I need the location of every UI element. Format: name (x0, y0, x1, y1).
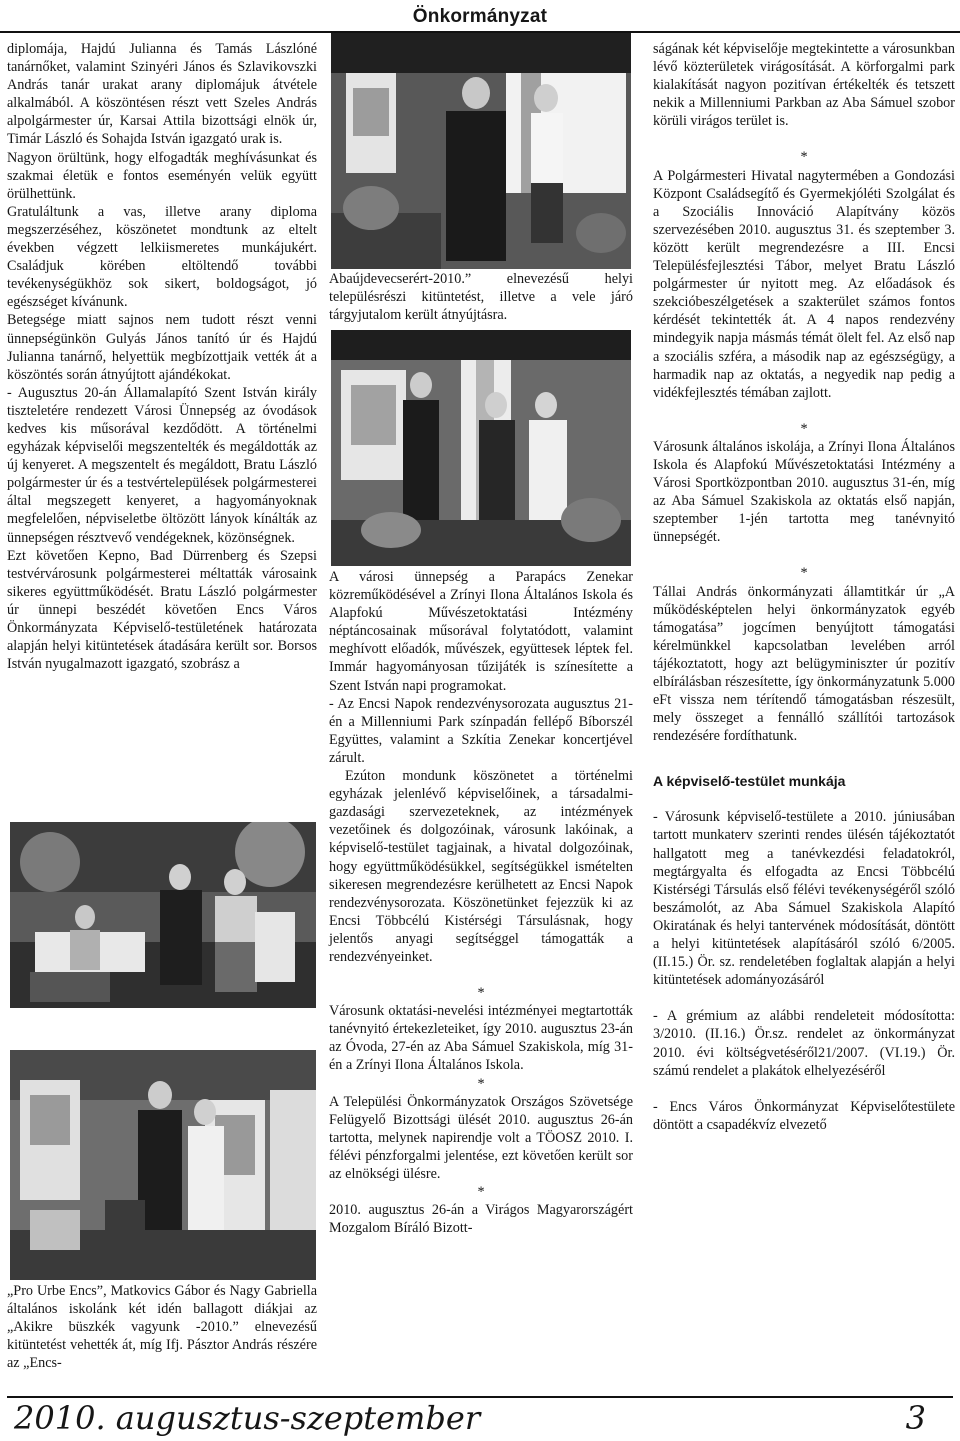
paragraph: Tállai András önkormányzati államtitkár úr „A működésképtelen helyi önkormányzatok egyéb támogatása” jogcímen benyújtott támogatási kérelmünkkel kapcsolatban levelében arról tájékoztatott, hogy azt belügyminiszter úr pozitív elbírálásban részesítette, így önkormányzatunk 5.000 eFt vissza nem térítendő támogatásban részesült, mely összeget a fennálló szállítói tartozások rendezésére fordíthatunk. (653, 583, 955, 745)
issue-date: 2010. augusztus-szeptember (14, 1399, 481, 1437)
paragraph: - A grémium az alábbi rendeleteit módosította: 3/2010. (II.16.) Ör.sz. rendelet az önkormányzat 2010. évi költségvetéséről21/2007. (VI.19.) Ör. számú rendelet a plakátok elhelyezéséről (653, 1008, 955, 1079)
separator-star: * (800, 149, 808, 166)
separator-star: * (477, 1184, 485, 1201)
paragraph: A városi ünnepség a Parapács Zenekar közreműködésével a Zrínyi Ilona Általános Iskola és Alapfokú Művészetoktatási Intézmény néptáncosainak műsorával folytatódott, valamint meghívott előadók, művészek, együttesek léptek fel. Immár hagyományosan tűzijáték is színesítette a Szent István napi programokat. (329, 569, 633, 694)
page-header (0, 0, 960, 35)
separator-star: * (477, 985, 485, 1002)
paragraph: A Települési Önkormányzatok Országos Szövetsége Felügyelő Bizottsági ülését 2010. augusztus 26-án tartotta, melynek napirendje volt a TÖOSZ 2010. I. félévi pénzforgalmi jelentése, ezt követően került sor az elnökségi ülésre. (329, 1093, 633, 1182)
photo-award-stage (10, 1050, 316, 1280)
section-heading: A képviselő-testület munkája (653, 773, 846, 790)
paragraph: „Pro Urbe Encs”, Matkovics Gábor és Nagy Gabriella általános iskolánk két idén ballagott diákjai az „Akikre büszkék vagyunk -2010.” elnevezésű kitüntetést vehették át, míg Ifj. Pásztor András részére az „Encs- (7, 1283, 317, 1372)
paragraph: Ezúton mondunk köszönetet a történelmi egyházak jelenlévő képviselőinek, a társadalmi-gazdasági szervezeteknek, az intézmények vezetőinek és dolgozóinak, városunk lakóinak, a képviselő-testület tagjainak, a hivatal dolgozóinak, hogy együttműködésükkel, segítségükkel ismételten sikeresen megrendezésre kerülhetett az Encsi Napok rendezvénysorozata. Köszönetünket fejezzük ki az Encsi Többcélú Kistérségi Társulásnak, hogy jelentős anyagi segítséggel támogatták a rendezvényeinket. (329, 768, 633, 965)
paragraph: Ezt követően Kepno, Bad Dürrenberg és Szepsi testvérvárosunk polgármesterei méltatták városaink sikeres együttműködését. Bratu László polgármester úr ünnepi beszédét követően Encs Város Önkormányzata Képviselő-testületének határozata alapján helyi kitüntetések átadására került sor. Borsos István nyugalmazott igazgató, szobrász a (7, 547, 317, 673)
page-number: 3 (905, 1399, 926, 1437)
column-1-bottom (7, 1282, 317, 1372)
photo-award-handover (331, 33, 631, 269)
paragraph: Abaújdevecserért-2010.” elnevezésű helyi településrészi kitüntetést, illetve a vele járó tárgyjutalom került átnyújtásra. (329, 271, 633, 324)
separator-star: * (800, 420, 808, 437)
column-1 (7, 40, 317, 673)
paragraph: - Encs Város Önkormányzat Képviselőtestülete döntött a csapadékvíz elvezető (653, 1098, 955, 1133)
paragraph: - Az Encsi Napok rendezvénysorozata augusztus 21-én a Millenniumi Park színpadán fellépő Bíborszél Együttes, valamint a Szkítia Zenekar koncertjével zárult. (329, 695, 633, 766)
column-2-top (329, 270, 633, 324)
paragraph: diplomája, Hajdú Julianna és Tamás Lászlóné tanárnőket, valamint Szinyéri János és Szlavikovszki András tanár urakat arany diplomájuk átvétele alkalmából. A köszöntésen részt vett Szeles András alpolgármester úr, Karsai Attila bizottsági elnök úr, Timár László és Sohajda István igazgató urak is. (7, 41, 317, 148)
paragraph: - Városunk képviselő-testülete a 2010. júniusában tartott munkaterv szerinti rendes ülésén tájékoztatót hallgatott meg a tanévkezdési feladatokról, megtárgyalta és elfogadta az Encsi Többcélú Kistérségi Társulás első félévi tevékenységéről szóló beszámolót, az Aba Sámuel Szakiskola Alapító Okiratának és helyi tantervének módosítását, döntött a helyi kitüntetések alapításáról szóló 6/2005. (II.15.) Ör. sz. rendeletében foglaltak alapján a helyi kitüntetések adományozásáról (653, 809, 955, 989)
photo-stage-honors (331, 330, 631, 566)
paragraph: Városunk oktatási-nevelési intézményei megtartották tanévnyitó értekezleteiket, így 2010. augusztus 23-án az Óvoda, 27-én az Aba Sámuel Szakiskola, míg 31-én a Zrínyi Ilona Általános Iskola. (329, 1003, 633, 1074)
paragraph: Betegsége miatt sajnos nem tudott részt venni ünnepségünkön Gulyás János tanító úr és Hajdú Julianna tanárnő, helyettük megbízottjaik vették át a köszöntés során átnyújtott ajándékokat. (7, 312, 317, 383)
separator-star: * (477, 1075, 485, 1092)
paragraph: - Augusztus 20-án Államalapító Szent István király tiszteletére rendezett Városi Ünnepség az óvodások kedves kis műsorával kezdődött. A történelmi egyházak képviselői megszentelték és megáldották az új kenyeret. A megszentelt és megáldott, Bratu László polgármester úr és a testvértelepülések polgármesterei által megszegett kenyeret, a hagyományoknak megfelelően, népviseletbe öltözött lányok kínálták az ünnepségen résztvevő vendégeknek, közönségnek. (7, 384, 317, 546)
paragraph: ságának két képviselője megtekintette a városunkban lévő közterületek virágosítását. A körforgalmi park kialakítását nagyon pozitívan értékelték és tetszett nekik a Millenniumi Parkban az Aba Sámuel szobor körüli virágos terület is. (653, 41, 955, 130)
section-title: Önkormányzat (412, 6, 548, 27)
photo-award-ceremony (10, 822, 316, 1008)
separator-star: * (800, 565, 808, 582)
paragraph: Nagyon örültünk, hogy elfogadták meghívásunkat és szakmai életük e fontos eseményén velük együtt örülhettünk. (7, 149, 317, 202)
paragraph: Gratuláltunk a vas, illetve arany diploma megszerzéséhez, köszönetet mondtunk az eltelt években végzett lelkiismeretes munkájukért. Családjuk körében eltöltendő további tevékenységükhöz sok sikert, boldogságot, jó egészséget kívánunk. (7, 203, 317, 311)
paragraph: Városunk általános iskolája, a Zrínyi Ilona Általános Iskola és Alapfokú Művészetoktatási Intézmény a Városi Sportközpontban 2010. augusztus 31-én, míg az Aba Sámuel Szakiskola az oktatás első napján, szeptember 1-jén tartotta meg tanévnyitó ünnepségét. (653, 438, 955, 546)
page-footer (0, 1396, 960, 1441)
paragraph: 2010. augusztus 26-án a Virágos Magyarországért Mozgalom Bíráló Bizott- (329, 1202, 633, 1237)
column-2 (329, 568, 633, 1237)
column-3 (653, 40, 955, 1134)
paragraph: A Polgármesteri Hivatal nagytermében a Gondozási Központ Családsegítő és Gyermekjóléti Szolgálat és a Szociális Innováció Alapítvány közös szervezésében 2010. augusztus 31. és szeptember 3. között került megrendezésre a III. Encsi Településfejlesztési Tábor, melyet Bratu László polgármester úr nyitott meg. Az előadások és szekcióbeszélgetések a szakterület számos fontos kérdését tekintették át. A 4 napos rendezvény mindegyik napja másmás témát ölelt fel. Az első nap a szociális szféra, a második nap az egészségügy, a harmadik nap az oktatás, a negyedik nap pedig a vidékfejlesztés témában zajlott. (653, 167, 955, 401)
